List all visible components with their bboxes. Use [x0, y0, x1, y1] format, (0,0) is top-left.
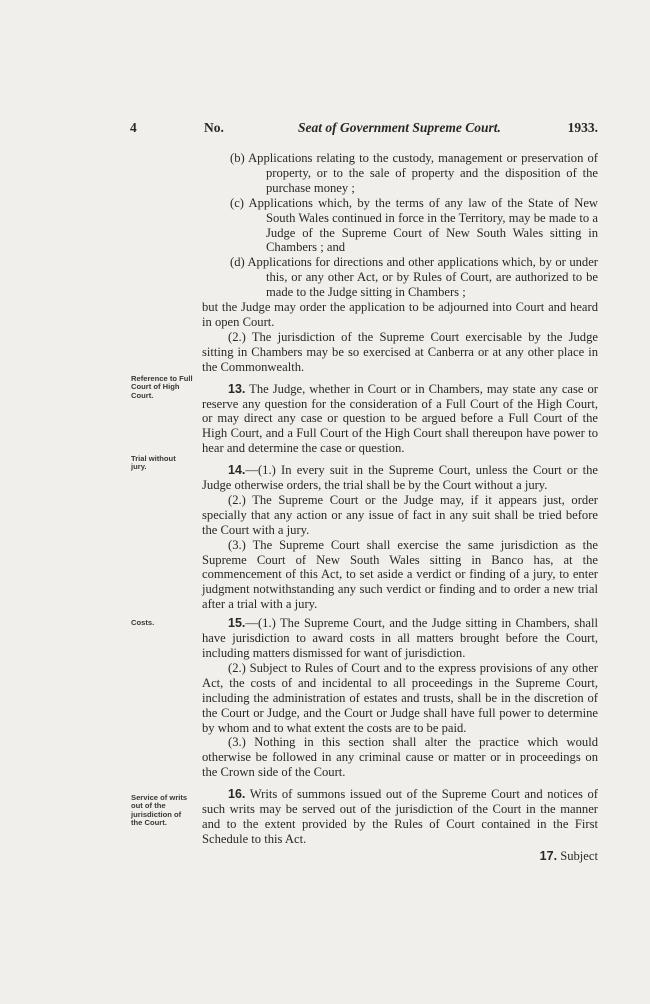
- paragraph-d: (d) Applications for directions and other applications which, by or under this, or any other Act, or by Rules of Court, are authorized to be made to the Judge sitting in Chambers ;: [230, 255, 598, 300]
- section-14-text: —(1.) In every suit in the Supreme Court, unless the Court or the Judge otherwise orders, the trial shall be by the Court without a jury.: [202, 463, 598, 493]
- margin-note-s14: Trial without jury.: [131, 454, 176, 472]
- section-15: [202, 616, 598, 661]
- page-number: 4: [130, 120, 137, 135]
- subsection-15-2: (2.) Subject to Rules of Court and to the express provisions of any other Act, the costs of and incidental to all proceedings in the Supreme Court, including the administration of estates and trusts, shall be in the discretion of the Court or Judge, and the Court or Judge shall have full power to determine by whom and to what extent the costs are to be paid.: [202, 660, 598, 735]
- section-15-number: 15.: [228, 616, 246, 631]
- body-text: [202, 151, 598, 864]
- catchword-number: 17.: [539, 848, 558, 863]
- section-13: [202, 382, 598, 457]
- section-13-text: The Judge, whether in Court or in Chambers, may state any case or reserve any question for the consideration of a Full Court of the High Court, or may direct any case or question to be argued before a Full Court of the High Court, and a Full Court of the High Court shall thereupon have power to hear and determine the case or question.: [202, 381, 598, 456]
- section-15-text: —(1.) The Supreme Court, and the Judge sitting in Chambers, shall have jurisdiction to award costs in all matters brought before the Court, including matters dismissed for want of jurisdiction.: [202, 616, 598, 660]
- catchword: [202, 849, 598, 864]
- section-14: [202, 463, 598, 493]
- paragraph-b: (b) Applications relating to the custody, management or preservation of property, or to the sale of property and the disposition of the purchase money ;: [230, 151, 598, 195]
- running-header: [130, 120, 598, 138]
- section-16-number: 16.: [228, 787, 246, 802]
- paragraph-c: (c) Applications which, by the terms of any law of the State of New South Wales continued in force in the Territory, may be made to a Judge of the Supreme Court of New South Wales sitting in Chambers ; and: [230, 195, 598, 255]
- header-year: 1933.: [567, 120, 598, 135]
- running-title: Seat of Government Supreme Court.: [298, 120, 501, 135]
- paragraph-proviso: but the Judge may order the application to be adjourned into Court and heard in open Court.: [202, 300, 598, 329]
- margin-note-s13: Reference to Full Court of High Court.: [131, 374, 193, 400]
- section-16: [202, 787, 598, 847]
- subsection-12-2: (2.) The jurisdiction of the Supreme Court exercisable by the Judge sitting in Chambers may be so exercised at Canberra or at any other place in the Commonwealth.: [202, 329, 598, 374]
- section-13-number: 13.: [228, 381, 246, 396]
- section-14-number: 14.: [228, 463, 246, 478]
- margin-note-s15: Costs.: [131, 618, 155, 627]
- section-16-text: Writs of summons issued out of the Supreme Court and notices of such writs may be served out of the jurisdiction of the Court in the manner and to the extent provided by the Rules of Court contained in the First Schedule to this Act.: [202, 787, 598, 846]
- subsection-14-2: (2.) The Supreme Court or the Judge may, if it appears just, order specially that any action or any issue of fact in any suit shall be tried before the Court with a jury.: [202, 492, 598, 537]
- margin-note-s16: Service of writs out of the jurisdiction of the Court.: [131, 793, 188, 828]
- catchword-text: Subject: [557, 848, 598, 863]
- subsection-14-3: (3.) The Supreme Court shall exercise the same jurisdiction as the Supreme Court of New South Wales sitting in Banco has, at the commencement of this Act, to set aside a verdict or finding of a jury, to enter judgment notwithstanding any such verdict or finding and to order a new trial after a trial with a jury.: [202, 537, 598, 612]
- act-number-label: No.: [204, 120, 224, 135]
- subsection-15-3: (3.) Nothing in this section shall alter the practice which would otherwise be followed in any criminal cause or matter or in proceedings on the Crown side of the Court.: [202, 735, 598, 780]
